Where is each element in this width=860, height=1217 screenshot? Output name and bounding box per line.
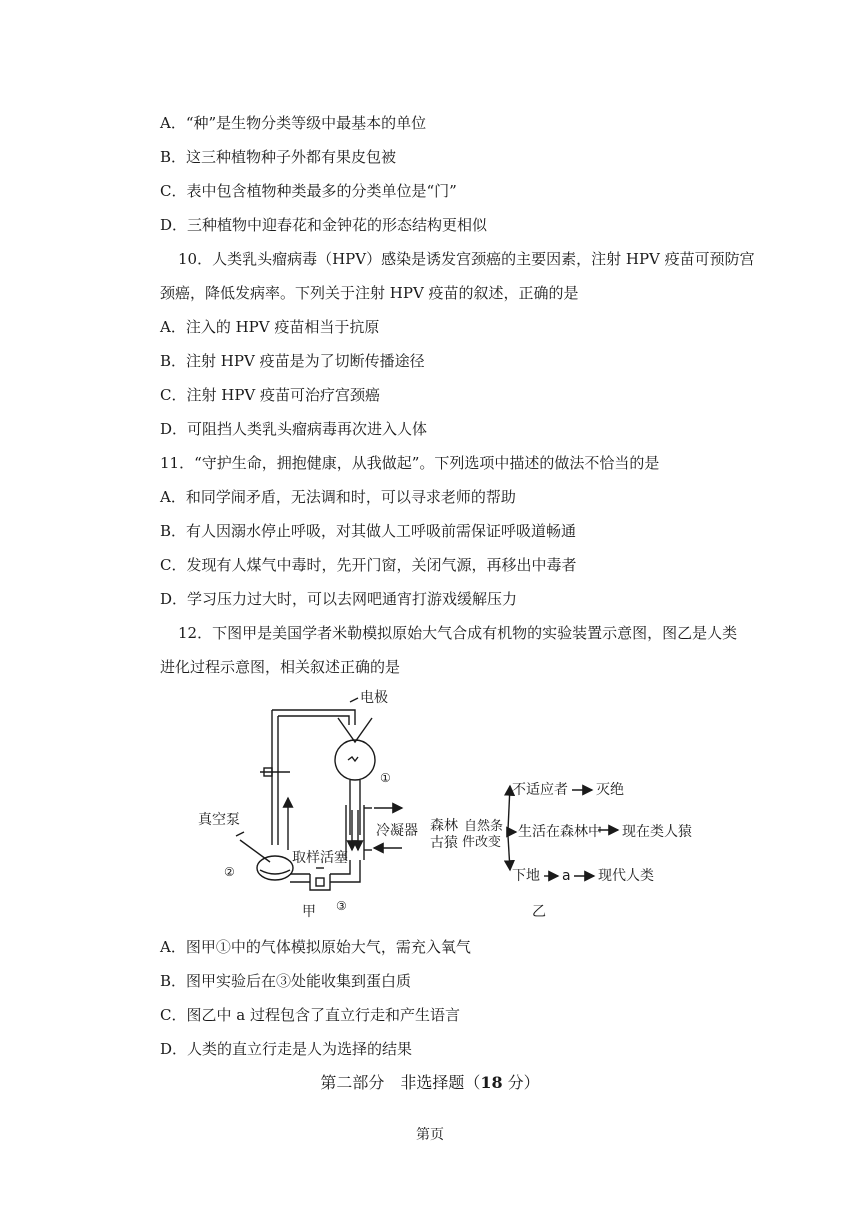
q10-option-b: B．注射 HPV 疫苗是为了切断传播途径 — [160, 352, 425, 370]
forest-life-label: 生活在森林中 — [518, 824, 602, 840]
q12-stem-line2: 进化过程示意图，相关叙述正确的是 — [160, 658, 401, 676]
q10-option-d: D．可阻挡人类乳头瘤病毒再次进入人体 — [160, 420, 428, 438]
sampling-valve-label: 取样活塞 — [292, 850, 348, 866]
unfit-label: 不适应者 — [512, 782, 568, 798]
forest-ape-line1: 森林 — [430, 818, 458, 834]
figure-b-caption: 乙 — [532, 904, 546, 920]
mark-2: ② — [224, 865, 235, 879]
q11-option-a: A．和同学闹矛盾，无法调和时，可以寻求老师的帮助 — [160, 488, 516, 506]
q12-stem-line1: 12．下图甲是美国学者米勒模拟原始大气合成有机物的实验装置示意图，图乙是人类 — [178, 624, 738, 642]
q11-option-d: D．学习压力过大时，可以去网吧通宵打游戏缓解压力 — [160, 590, 518, 608]
q12-option-c: C．图乙中 a 过程包含了直立行走和产生语言 — [160, 1006, 460, 1024]
q12-figure — [180, 680, 692, 924]
section-title: 第二部分 非选择题（18 分） — [320, 1073, 540, 1092]
q11-option-b: B．有人因溺水停止呼吸，对其做人工呼吸前需保证呼吸道畅通 — [160, 522, 577, 540]
electrode-label: 电极 — [360, 690, 388, 706]
q9-option-d: D．三种植物中迎春花和金钟花的形态结构更相似 — [160, 216, 488, 234]
mark-1: ① — [380, 771, 391, 785]
q9-option-a: A．“种”是生物分类等级中最基本的单位 — [160, 114, 427, 132]
ground-label: 下地 — [512, 868, 540, 884]
q9-option-c: C．表中包含植物种类最多的分类单位是“门” — [160, 182, 457, 200]
q10-stem-line2: 颈癌，降低发病率。下列关于注射 HPV 疫苗的叙述，正确的是 — [160, 284, 579, 302]
q12-option-d: D．人类的直立行走是人为选择的结果 — [160, 1040, 413, 1058]
condenser-label: 冷凝器 — [376, 823, 418, 839]
modern-apes-label: 现在类人猿 — [622, 824, 692, 840]
forest-ape-line2: 古猿 — [430, 835, 458, 851]
q11-stem: 11．“守护生命，拥抱健康，从我做起”。下列选项中描述的做法不恰当的是 — [160, 454, 660, 472]
q12-option-b: B．图甲实验后在③处能收集到蛋白质 — [160, 972, 412, 990]
q10-option-c: C．注射 HPV 疫苗可治疗宫颈癌 — [160, 386, 381, 404]
figure-a-caption: 甲 — [302, 904, 316, 920]
condition-line2: 件改变 — [462, 835, 502, 850]
section-score: 18 — [480, 1073, 503, 1092]
q9-option-b: B．这三种植物种子外都有果皮包被 — [160, 148, 397, 166]
q12-option-a: A．图甲①中的气体模拟原始大气，需充入氧气 — [160, 938, 471, 956]
vacuum-pump-label: 真空泵 — [198, 812, 240, 828]
page-footer: 第页 — [416, 1127, 444, 1143]
q10-option-a: A．注入的 HPV 疫苗相当于抗原 — [160, 318, 380, 336]
extinct-label: 灭绝 — [596, 782, 624, 798]
mark-3: ③ — [336, 899, 347, 913]
modern-humans-label: 现代人类 — [598, 868, 654, 884]
q11-option-c: C．发现有人煤气中毒时，先开门窗，关闭气源，再移出中毒者 — [160, 556, 577, 574]
q10-stem-line1: 10．人类乳头瘤病毒（HPV）感染是诱发宫颈癌的主要因素，注射 HPV 疫苗可预防宫 — [178, 250, 755, 268]
condition-line1: 自然条 — [464, 819, 504, 834]
a-label: a — [562, 868, 571, 884]
